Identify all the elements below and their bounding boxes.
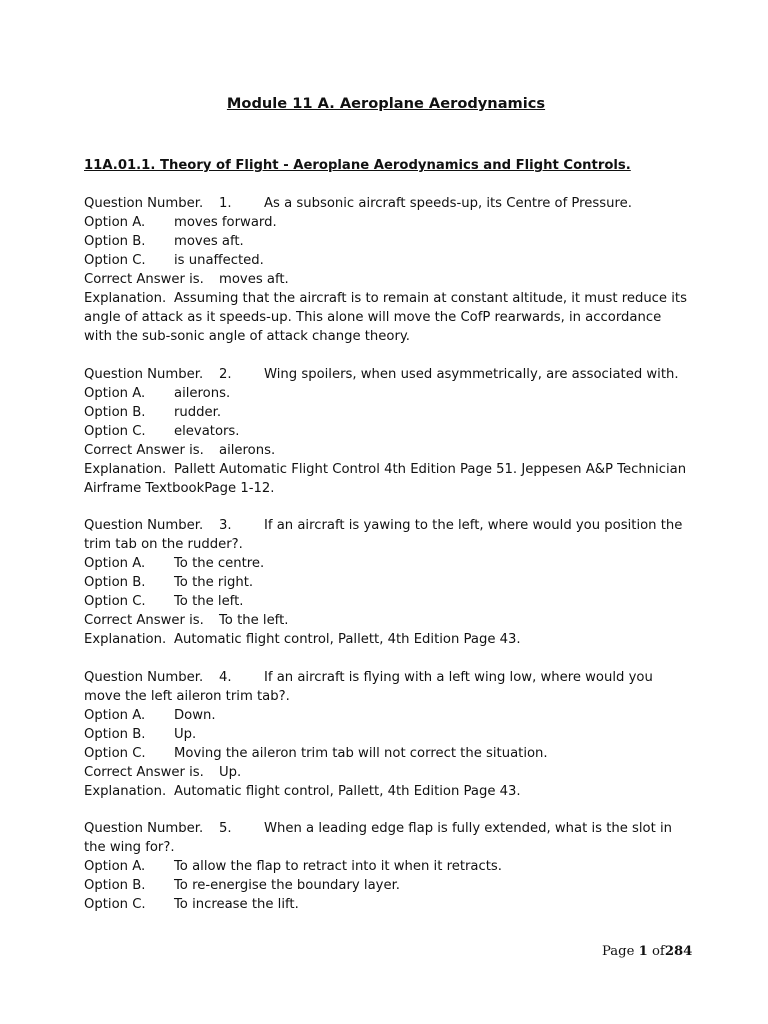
explanation-text: Automatic flight control, Pallett, 4th Edition Page 43. <box>174 784 521 799</box>
question-number: 1. <box>219 196 232 211</box>
option-c-text: elevators. <box>174 424 240 439</box>
correct-answer-text: To the left. <box>219 613 289 628</box>
option-a-line <box>84 706 688 725</box>
page-footer <box>602 942 692 961</box>
option-a-text: To the centre. <box>174 556 265 571</box>
option-a-label: Option A. <box>84 215 146 230</box>
page-current: 1 <box>638 944 648 959</box>
option-a-text: moves forward. <box>174 215 277 230</box>
question-number: 3. <box>219 518 232 533</box>
explanation-line <box>84 630 688 649</box>
correct-answer-line <box>84 763 688 782</box>
explanation-label: Explanation. <box>84 291 167 306</box>
option-c-label: Option C. <box>84 746 146 761</box>
option-c-text: To the left. <box>174 594 244 609</box>
option-a-label: Option A. <box>84 859 146 874</box>
correct-answer-label: Correct Answer is. <box>84 613 204 628</box>
question-number: 2. <box>219 367 232 382</box>
option-c-text: is unaffected. <box>174 253 264 268</box>
option-a-label: Option A. <box>84 708 146 723</box>
option-c-line <box>84 744 688 763</box>
page-word: Page <box>602 944 635 959</box>
correct-answer-line <box>84 270 688 289</box>
correct-answer-label: Correct Answer is. <box>84 765 204 780</box>
explanation-text: Automatic flight control, Pallett, 4th Edition Page 43. <box>174 632 521 647</box>
option-b-text: moves aft. <box>174 234 244 249</box>
question-label: Question Number. <box>84 821 204 836</box>
question-block <box>84 668 688 801</box>
option-b-label: Option B. <box>84 234 146 249</box>
page-title: Module 11 A. Aeroplane Aerodynamics <box>226 95 546 112</box>
option-a-line <box>84 554 688 573</box>
question-number: 4. <box>219 670 232 685</box>
explanation-text: Pallett Automatic Flight Control 4th Edition Page 51. Jeppesen A&P Technician Airframe TextbookPage 1-12. <box>84 462 687 496</box>
section-heading: 11A.01.1. Theory of Flight - Aeroplane Aerodynamics and Flight Controls. <box>84 158 631 173</box>
correct-answer-label: Correct Answer is. <box>84 443 204 458</box>
explanation-label: Explanation. <box>84 784 167 799</box>
option-c-text: Moving the aileron trim tab will not correct the situation. <box>174 746 548 761</box>
question-number: 5. <box>219 821 232 836</box>
question-text: If an aircraft is yawing to the left, where would you position the trim tab on the rudder?. <box>84 518 683 552</box>
correct-answer-line <box>84 441 688 460</box>
option-b-text: rudder. <box>174 405 222 420</box>
correct-answer-label: Correct Answer is. <box>84 272 204 287</box>
option-b-text: Up. <box>174 727 197 742</box>
option-a-line <box>84 213 688 232</box>
explanation-label: Explanation. <box>84 462 167 477</box>
option-a-line <box>84 384 688 403</box>
question-label: Question Number. <box>84 367 204 382</box>
question-label: Question Number. <box>84 670 204 685</box>
question-text: When a leading edge flap is fully extended, what is the slot in the wing for?. <box>84 821 673 855</box>
option-b-line <box>84 403 688 422</box>
correct-answer-text: ailerons. <box>219 443 276 458</box>
option-b-label: Option B. <box>84 727 146 742</box>
option-b-label: Option B. <box>84 405 146 420</box>
question-line <box>84 516 688 554</box>
option-c-label: Option C. <box>84 253 146 268</box>
explanation-line <box>84 289 688 346</box>
explanation-line <box>84 460 688 498</box>
option-a-label: Option A. <box>84 556 146 571</box>
option-b-line <box>84 573 688 592</box>
page-total: 284 <box>664 944 693 959</box>
question-label: Question Number. <box>84 518 204 533</box>
option-c-line <box>84 895 688 914</box>
question-block <box>84 819 688 914</box>
explanation-text: Assuming that the aircraft is to remain at constant altitude, it must reduce its angle of attack as it speeds-up. This alone will move the CofP rearwards, in accordance with the sub-sonic angle of attack change theory. <box>84 291 687 344</box>
question-line <box>84 819 688 857</box>
option-c-line <box>84 422 688 441</box>
option-c-text: To increase the lift. <box>174 897 299 912</box>
option-c-label: Option C. <box>84 594 146 609</box>
option-b-line <box>84 725 688 744</box>
question-line <box>84 668 688 706</box>
option-b-label: Option B. <box>84 878 146 893</box>
option-a-line <box>84 857 688 876</box>
question-block <box>84 194 688 346</box>
option-b-text: To the right. <box>174 575 254 590</box>
explanation-label: Explanation. <box>84 632 167 647</box>
option-b-text: To re-energise the boundary layer. <box>174 878 400 893</box>
option-b-line <box>84 876 688 895</box>
option-c-line <box>84 592 688 611</box>
option-c-label: Option C. <box>84 897 146 912</box>
question-line <box>84 194 688 213</box>
question-block <box>84 516 688 649</box>
correct-answer-text: Up. <box>219 765 242 780</box>
option-c-label: Option C. <box>84 424 146 439</box>
option-b-line <box>84 232 688 251</box>
question-text: Wing spoilers, when used asymmetrically, are associated with. <box>264 367 679 382</box>
question-block <box>84 365 688 498</box>
option-a-text: To allow the flap to retract into it when it retracts. <box>174 859 502 874</box>
correct-answer-line <box>84 611 688 630</box>
question-text: As a subsonic aircraft speeds-up, its Centre of Pressure. <box>264 196 632 211</box>
option-b-label: Option B. <box>84 575 146 590</box>
option-c-line <box>84 251 688 270</box>
explanation-line <box>84 782 688 801</box>
page-of-word: of <box>651 944 665 959</box>
question-text: If an aircraft is flying with a left wing low, where would you move the left aileron trim tab?. <box>84 670 653 704</box>
option-a-text: ailerons. <box>174 386 231 401</box>
question-label: Question Number. <box>84 196 204 211</box>
option-a-text: Down. <box>174 708 216 723</box>
correct-answer-text: moves aft. <box>219 272 289 287</box>
question-line <box>84 365 688 384</box>
option-a-label: Option A. <box>84 386 146 401</box>
